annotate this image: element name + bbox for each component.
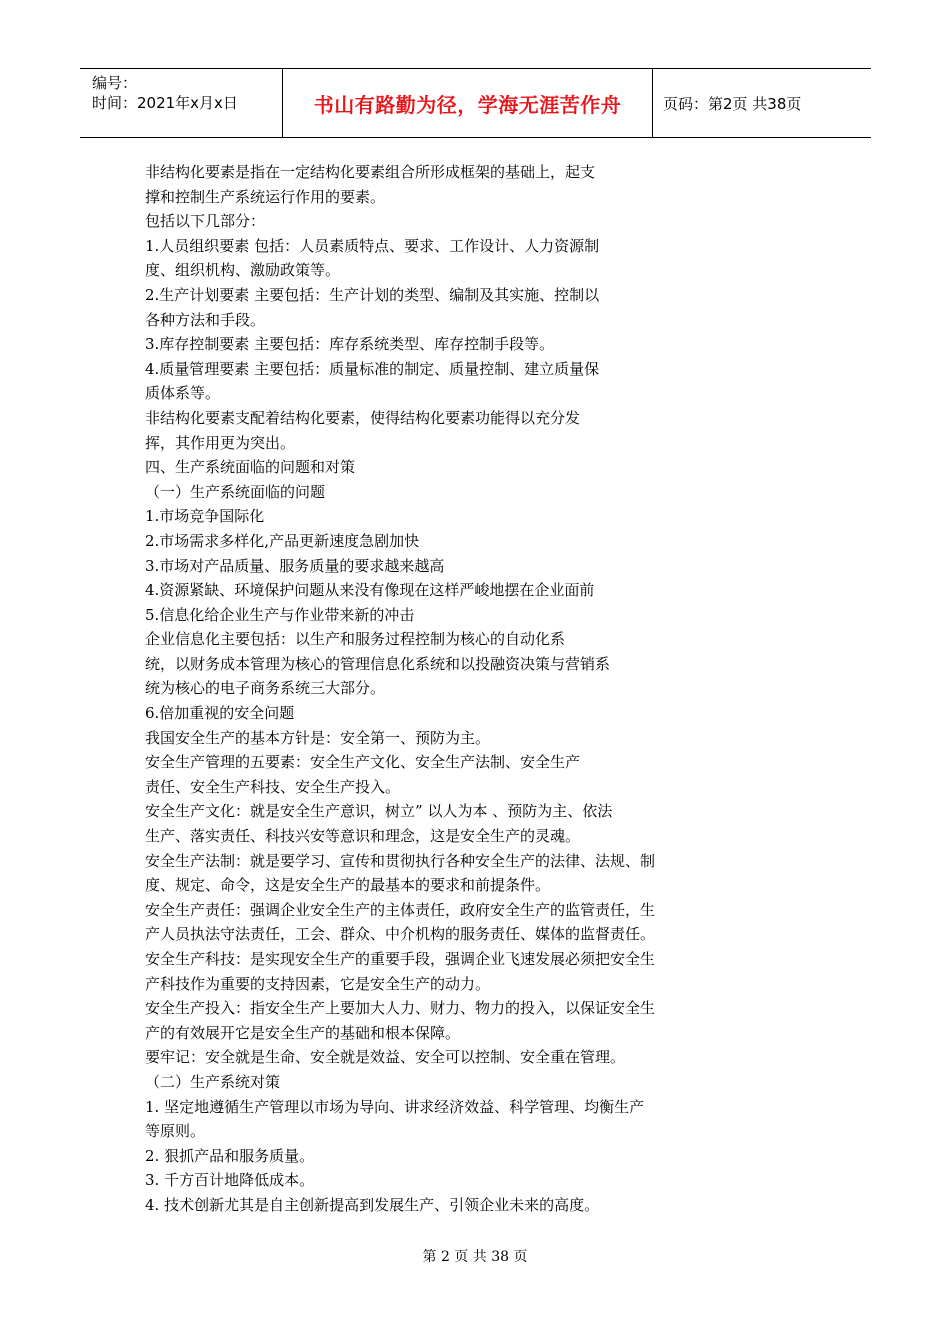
header-page-number: 页码：第2页 共38页 (663, 94, 802, 113)
body-text-line: 产人员执法守法责任，工会、群众、中介机构的服务责任、媒体的监督责任。 (145, 925, 656, 944)
document-body (145, 160, 725, 1218)
body-text-line: 3. 千方百计地降低成本。 (145, 1171, 315, 1190)
body-text-line: 1.市场竞争国际化 (145, 507, 265, 526)
body-text-line: 企业信息化主要包括：以生产和服务过程控制为核心的自动化系 (145, 630, 566, 649)
body-text-line: 4. 技术创新尤其是自主创新提高到发展生产、引领企业未来的高度。 (145, 1195, 600, 1214)
body-text-line: 生产、落实责任、科技兴安等意识和理念，这是安全生产的灵魂。 (145, 827, 581, 846)
body-text-line: 2.市场需求多样化,产品更新速度急剧加快 (145, 531, 420, 550)
body-text-line: 各种方法和手段。 (145, 310, 266, 329)
body-text-line: （一）生产系统面临的问题 (145, 482, 326, 501)
body-text-line: 安全生产科技：是实现安全生产的重要手段，强调企业飞速发展必须把安全生 (145, 950, 656, 968)
body-text-line: 3.库存控制要素 主要包括：库存系统类型、库存控制手段等。 (145, 335, 555, 354)
body-text-line: 度、规定、命令，这是安全生产的最基本的要求和前提条件。 (145, 876, 551, 895)
header-meta (80, 69, 283, 137)
body-text-line: 安全生产文化：就是安全生产意识，树立” 以人为本 、预防为主、依法 (145, 802, 613, 821)
body-text-line: 非结构化要素支配着结构化要素，使得结构化要素功能得以充分发 (145, 408, 581, 427)
body-text-line: 质体系等。 (145, 384, 221, 403)
body-text-line: 挥，其作用更为突出。 (145, 433, 296, 452)
body-text-line: 安全生产责任：强调企业安全生产的主体责任，政府安全生产的监管责任，生 (145, 900, 656, 919)
page-header (80, 68, 871, 138)
body-text-line: 安全生产法制：就是要学习、宣传和贯彻执行各种安全生产的法律、法规、制 (145, 851, 656, 870)
body-text-line: 5.信息化给企业生产与作业带来新的冲击 (145, 605, 415, 624)
body-text-line: 我国安全生产的基本方针是：安全第一、预防为主。 (145, 728, 491, 747)
page-footer (0, 1246, 950, 1266)
body-text-line: 4.质量管理要素 主要包括：质量标准的制定、质量控制、建立质量保 (145, 359, 600, 378)
body-text-line: 统为核心的电子商务系统三大部分。 (145, 679, 386, 698)
body-text-line: 撑和控制生产系统运行作用的要素。 (145, 187, 386, 206)
body-text-line: 6.倍加重视的安全问题 (145, 704, 295, 723)
body-text-line: 四、生产系统面临的问题和对策 (145, 458, 356, 477)
header-motto: 书山有路勤为径，学海无涯苦作舟 (283, 69, 653, 137)
body-text-line: 统，以财务成本管理为核心的管理信息化系统和以投融资决策与营销系 (145, 654, 611, 673)
body-text-line: 2.生产计划要素 主要包括：生产计划的类型、编制及其实施、控制以 (145, 285, 600, 304)
body-text-line: 3.市场对产品质量、服务质量的要求越来越高 (145, 556, 445, 575)
body-text-line: 产科技作为重要的支持因素，它是安全生产的动力。 (145, 974, 491, 993)
body-text-line: 4.资源紧缺、环境保护问题从来没有像现在这样严峻地摆在企业面前 (145, 581, 595, 600)
body-text-line: 非结构化要素是指在一定结构化要素组合所形成框架的基础上，起支 (145, 163, 596, 181)
body-text-line: 度、组织机构、激励政策等。 (145, 261, 341, 280)
body-text-line: 1. 坚定地遵循生产管理以市场为导向、讲求经济效益、科学管理、均衡生产 (145, 1097, 645, 1116)
body-text-line: 包括以下几部分： (145, 212, 266, 231)
body-text-line: 责任、安全生产科技、安全生产投入。 (145, 777, 401, 796)
footer-page-number: 第 2 页 共 38 页 (422, 1249, 528, 1265)
body-text-line: 要牢记：安全就是生命、安全就是效益、安全可以控制、安全重在管理。 (145, 1048, 626, 1067)
body-text-line: 安全生产投入：指安全生产上要加大人力、财力、物力的投入，以保证安全生 (145, 999, 656, 1018)
body-text-line: 产的有效展开它是安全生产的基础和根本保障。 (145, 1023, 461, 1042)
body-text-line: 1.人员组织要素 包括：人员素质特点、要求、工作设计、人力资源制 (145, 236, 600, 255)
body-text-line: 安全生产管理的五要素：安全生产文化、安全生产法制、安全生产 (145, 753, 581, 772)
document-number-label: 编号： (92, 74, 138, 92)
body-text-line: 等原则。 (145, 1122, 206, 1141)
body-text-line: 2. 狠抓产品和服务质量。 (145, 1146, 315, 1165)
document-date-label: 时间：2021年x月x日 (92, 94, 238, 112)
body-text-line: （二）生产系统对策 (145, 1072, 281, 1091)
